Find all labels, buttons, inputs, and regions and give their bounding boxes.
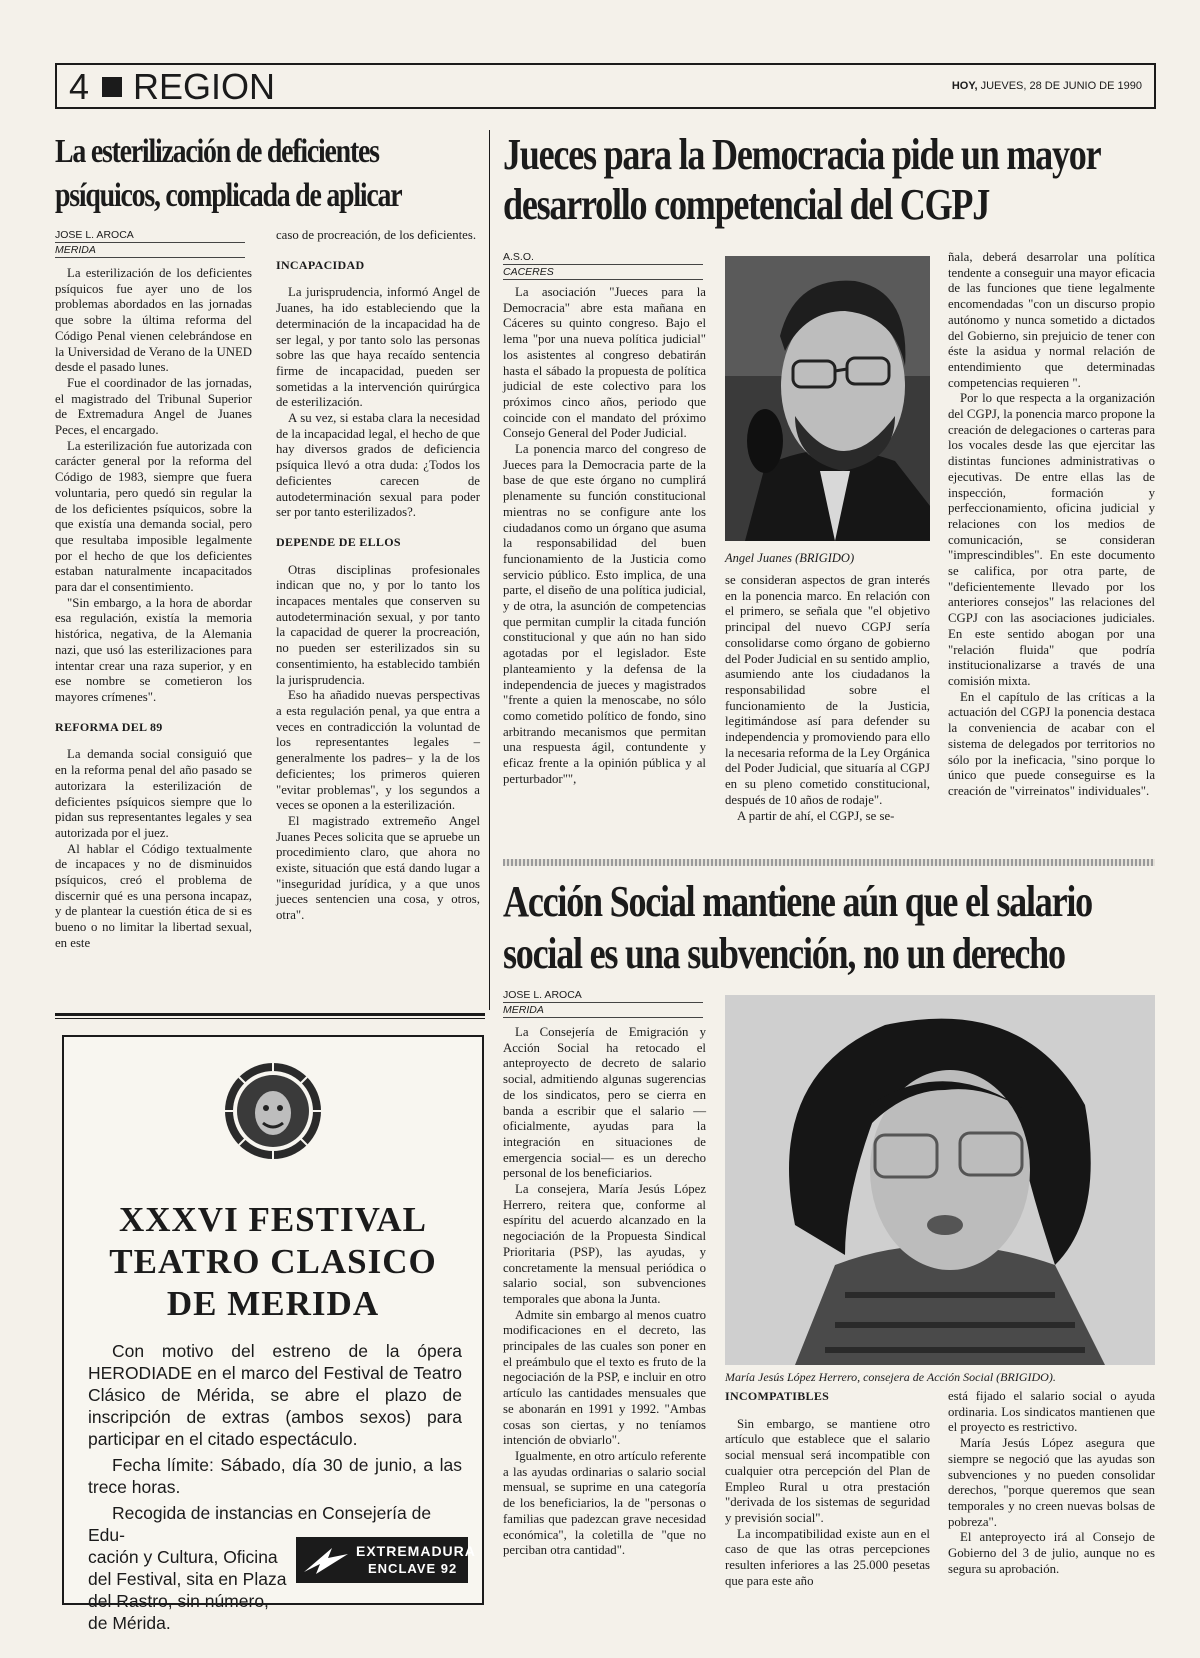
article2-col2	[725, 573, 930, 824]
extremadura-logo	[296, 1537, 476, 1583]
paragraph: La ponencia marco del congreso de Jueces para la Democracia parte de la base de que este órgano no cumplirá plenamente su función constitucional mientras no se configure ante los ciudadanos como un órgano que asuma la responsabilidad del buen funcionamiento de la Justicia como servicio público. Esto implica, de una parte, el diseño de una política judicial, y de otra, la asunción de competencias que permitan cumplir la citada función constitucional y que aún no han sido agotadas por el legislador. Este planteamiento y la defensa de la independencia de jueces y magistrados "frente a quien la menoscabe, no sólo como cometido político de fondo, sino arbitrando mecanismos que permitan una respuesta ágil, contundente y eficaz frente a la opinión pública y al perturbador"",	[503, 442, 706, 786]
headline-line: Jueces para la Democracia pide un mayor	[503, 130, 1101, 179]
address-line: del Rastro, sin número,	[88, 1591, 269, 1611]
article3-col3	[948, 1389, 1155, 1577]
subheading: INCAPACIDAD	[276, 257, 365, 272]
judge-photo	[725, 256, 930, 541]
article3-col1	[503, 1025, 706, 1559]
paragraph: Igualmente, en otro artículo referente a las ayudas ordinarias o salario social mensual, se suprime en una categoría de los beneficiarios, la de "personas o familias que padezcan grave necesidad económica", la coletilla de "que no perciban otra cantidad".	[503, 1448, 706, 1558]
paragraph: La esterilización fue autorizada con carácter general por la reforma del Código de 1983, siempre que fuera voluntaria, pero quedó sin regular la de los deficientes psíquicos, sobre la que existía una demanda social, pero que resultaba imposible legalmente por el hecho de que los deficientes estaban naturalmente incapacitados para dar el consentimiento.	[55, 438, 252, 595]
headline-line: psíquicos, complicada de aplicar	[55, 177, 402, 214]
author: A.S.O.	[503, 251, 534, 263]
dotted-divider	[503, 859, 1155, 866]
paragraph: La asociación "Jueces para la Democracia" abre esta mañana en Cáceres su quinto congreso. Bajo el lema "por una nueva política judicial" los asistentes al congreso debatirán hasta el sábado la propuesta de política judicial de este colectivo para los próximos cinco años, periodo que coincide con el mandato del próximo Consejo General del Poder Judicial.	[503, 285, 706, 441]
article2-byline	[503, 250, 703, 280]
paragraph: Otras disciplinas profesionales indican que no, y por lo tanto los incapaces mentales que conserven su autodeterminación sexual, y por tanto la capacidad de querer la procreación, no pueden ser esterilizados sin su consentimiento, ha establecido también la jurisprudencia.	[276, 562, 480, 687]
subheading: DEPENDE DE ELLOS	[276, 534, 401, 549]
section-divider	[55, 1013, 485, 1016]
paragraph: Con motivo del estreno de la ópera HERODIADE en el marco del Festival de Teatro Clásico de Mérida, se abre el plazo de inscripción de extras (ambos sexos) para participar en el citado espectáculo.	[88, 1341, 462, 1449]
section-divider	[55, 1018, 485, 1019]
paragraph: Al hablar el Código textualmente de incapaces y no de disminuidos psíquicos, creó el problema de discernir qué es una persona incapaz, y de plantear la cuestión ética de si es bueno o no limitar la libertad sexual, en este	[55, 841, 252, 950]
date-text: JUEVES, 28 DE JUNIO DE 1990	[980, 80, 1142, 92]
paragraph: está fijado el salario social o ayuda ordinaria. Los sindicatos mantienen que el proyecto es restrictivo.	[948, 1389, 1155, 1435]
paragraph: Fue el coordinador de las jornadas, el magistrado del Tribunal Superior de Extremadura Angel de Juanes Peces, el encargado.	[55, 375, 252, 438]
paragraph: Sin embargo, se mantiene otro artículo que establece que el salario social mensual será incompatible con cualquier otra percepción del Plan de Empleo Rural u otra prestación "derivada de los sistemas de seguridad y previsión social".	[725, 1416, 930, 1525]
address-line: Recogida de instancias en Consejería de Edu-	[88, 1503, 432, 1545]
page-header	[55, 63, 1156, 109]
title-line: XXXVI FESTIVAL	[118, 1200, 427, 1239]
title-line: TEATRO CLASICO	[109, 1242, 437, 1281]
author: JOSE L. AROCA	[503, 989, 582, 1001]
section-square-icon	[102, 77, 122, 97]
paragraph: Fecha límite: Sábado, día 30 de junio, a las trece horas.	[88, 1455, 462, 1497]
consejera-photo	[725, 995, 1155, 1365]
page-number: 4	[69, 66, 90, 107]
article2-col1	[503, 285, 706, 788]
paragraph: La Consejería de Emigración y Acción Social ha retocado el anteproyecto de decreto de salario social, admitiendo algunas sugerencias de los sindicatos, pero se cierra en banda a escribir que el salario —oficialmente, ayudas para la integración en situaciones de emergencia social— es un derecho personal de los beneficiarios.	[503, 1025, 706, 1181]
paragraph: La jurisprudencia, informó Angel de Juanes, ha ido estableciendo que la determinación de la incapacidad ha de ser legal, y por tanto solo las personas sobre las que haya recaído sentencia firme de incapacidad, pueden ser sometidas a la intervención quirúrgica de esterilización.	[276, 285, 480, 410]
subheading: INCOMPATIBLES	[725, 1389, 830, 1403]
title-line: DE MERIDA	[166, 1284, 380, 1323]
consejera-portrait-image	[725, 995, 1155, 1365]
headline-line: La esterilización de deficientes	[55, 133, 379, 170]
logo-text: EXTREMADURA	[356, 1543, 476, 1559]
headline-line: Acción Social mantiene aún que el salario	[503, 877, 1092, 926]
paragraph: "Sin embargo, a la hora de abordar esa regulación, existía la memoria histórica, negativa, de la Alemania nazi, que usó las esterilizaciones para intentar crear una raza superior, y en ese nombre se cometieron los mayores crímenes".	[55, 595, 252, 704]
paragraph: El anteproyecto irá al Consejo de Gobierno del 3 de julio, aunque no es segura su aprobación.	[948, 1530, 1155, 1576]
festival-text	[88, 1340, 462, 1634]
address-line: cación y Cultura, Oficina	[88, 1547, 278, 1567]
issue-date	[952, 80, 1142, 92]
city: MERIDA	[55, 242, 245, 257]
paper-name: HOY,	[951, 80, 978, 92]
paragraph: La demanda social consiguió que en la reforma penal del año pasado se autorizara la esterilización de deficientes psíquicos siempre que lo pidan sus representantes legales y sea autorizada por el juez.	[55, 747, 252, 840]
paragraph: María Jesús López asegura que siempre se negoció que las ayudas son subvenciones y no pueden consolidar derechos, "porque queremos que sean temporales y no creen nuevas bolsas de pobreza".	[948, 1436, 1155, 1529]
photo-caption: María Jesús López Herrero, consejera de Acción Social (BRIGIDO).	[725, 1370, 1056, 1384]
section-title: REGION	[133, 66, 276, 107]
city: CACERES	[503, 264, 703, 279]
extremadura-swoosh-icon	[302, 1544, 350, 1576]
paragraph: A su vez, si estaba clara la necesidad de la incapacidad legal, el hecho de que hay diversos grados de deficiencia psíquica llevó a otra duda: ¿Todos los deficientes carecen de autodeterminación sexual para poder ser por tanto esterilizados?.	[276, 411, 480, 520]
address-line: de Mérida.	[88, 1613, 171, 1633]
photo-caption: Angel Juanes (BRIGIDO)	[725, 551, 855, 565]
headline-line: social es una subvención, no un derecho	[503, 929, 1065, 978]
paragraph: Admite sin embargo al menos cuatro modificaciones en el decreto, las principales de las cuales son poner en el preámbulo que el texto es fruto de la negociación de la PSP, e incluir en otro artículo las cantidades mensuales que se abonarán en 1991 y 1992. "Ambas cosas son ciertas, y no teníamos intención de obviarlo".	[503, 1307, 706, 1448]
address-line: del Festival, sita en Plaza	[88, 1569, 287, 1589]
city: MERIDA	[503, 1002, 703, 1017]
article2-col3	[948, 250, 1155, 800]
article1-headline	[55, 130, 401, 218]
article1-col1	[55, 266, 252, 952]
column-divider	[489, 130, 490, 1010]
headline-line: desarrollo competencial del CGPJ	[503, 180, 990, 229]
article1-byline	[55, 228, 245, 258]
paragraph: La esterilización de los deficientes psíquicos fue ayer uno de los problemas abordados en las jornadas que sobre la última reforma del Código Penal vienen celebrándose en la Universidad de Verano de la UNED desde el pasado lunes.	[55, 266, 252, 375]
paragraph: se consideran aspectos de gran interés en la ponencia marco. En relación con el primero, se señala que "el objetivo principal del nuevo CGPJ sería consolidarse como órgano de gobierno del Poder Judicial en su sentido amplio, asumiendo ante los ciudadanos la responsabilidad sobre el funcionamiento de la Justicia, legitimándose así para defender su independencia y promoviendo para ello la necesaria reforma de la Ley Orgánica del Poder Judicial, que situaría al CGPJ en su pleno cometido constitucional, después de 10 años de rodaje".	[725, 573, 930, 807]
paragraph: ñala, deberá desarrolar una política tendente a conseguir una mayor eficacia de las funciones que tiene legalmente encomendadas "con un discurso propio autónomo y nunca sometido a dictados del Gobierno, sin prejuicio de tener con éste la asidua y normal relación de entendimiento que determinadas competencias requieren ".	[948, 250, 1155, 390]
article3-headline	[503, 876, 1092, 980]
article3-col2	[725, 1389, 930, 1589]
article1-col2	[276, 228, 480, 924]
paragraph: La incompatibilidad existe aun en el caso de que las otras percepciones resulten inferiores a las 25.000 pesetas que para este año	[725, 1526, 930, 1588]
paragraph: A partir de ahí, el CGPJ, se se-	[737, 808, 895, 823]
paragraph: La consejera, María Jesús López Herrero, reitera que, conforme al espíritu del acuerdo alcanzado en la negociación de la Propuesta Sindical Prioritaria (PSP), las ayudas, y concretamente la mensual periódica o salario social, son subvenciones temporales que abona la Junta.	[503, 1182, 706, 1306]
paragraph: caso de procreación, de los deficientes.	[276, 228, 477, 242]
festival-title	[64, 1199, 482, 1325]
article3-byline	[503, 988, 703, 1018]
festival-advertisement	[62, 1035, 484, 1633]
paragraph: El magistrado extremeño Angel Juanes Peces solicita que se apruebe un procedimiento claro, que ahora no existe, situación que está dando lugar a "inseguridad jurídica, y a que unos jueces sentencien una cosa, y otros, otra".	[276, 813, 480, 923]
author: JOSE L. AROCA	[55, 229, 134, 241]
subheading: REFORMA DEL 89	[55, 719, 163, 734]
festival-medallion-icon	[223, 1061, 323, 1161]
judge-portrait-image	[725, 256, 930, 541]
paragraph: En el capítulo de las críticas a la actuación del CGPJ la ponencia destaca la conveniencia de acabar con el sistema de delegados por territorios no sólo por la ineficacia, "sino porque lo único que puede conseguirse es la creación de "virreinatos" individuales".	[948, 689, 1155, 798]
paragraph: Por lo que respecta a la organización del CGPJ, la ponencia marco propone la creación de delegaciones o carteras para los vocales desde las que ejercitar las distintas funciones administrativas o ejecutivas. De entre ellas las de inspección, formación y perfeccionamiento, oficina judicial y relaciones con los medios de comunicación, se consideran "imprescindibles". En este documento se califica, por otra parte, de "deficientemente llevado por los anteriores consejos" las relaciones del CGPJ con las asociaciones judiciales. En este sentido abogan por una "relación fluida" que podría institucionalizarse a través de una comisión mixta.	[948, 391, 1155, 688]
article2-headline	[503, 130, 1100, 230]
paragraph: Eso ha añadido nuevas perspectivas a esta regulación penal, ya que entra a veces en contradicción la voluntad de los representantes legales –generalmente los padres– y la de los deficientes; los primeros quieren "evitar problemas", y los segundos a veces se oponen a la esterilización.	[276, 688, 480, 813]
logo-subtext: ENCLAVE 92	[368, 1561, 458, 1576]
